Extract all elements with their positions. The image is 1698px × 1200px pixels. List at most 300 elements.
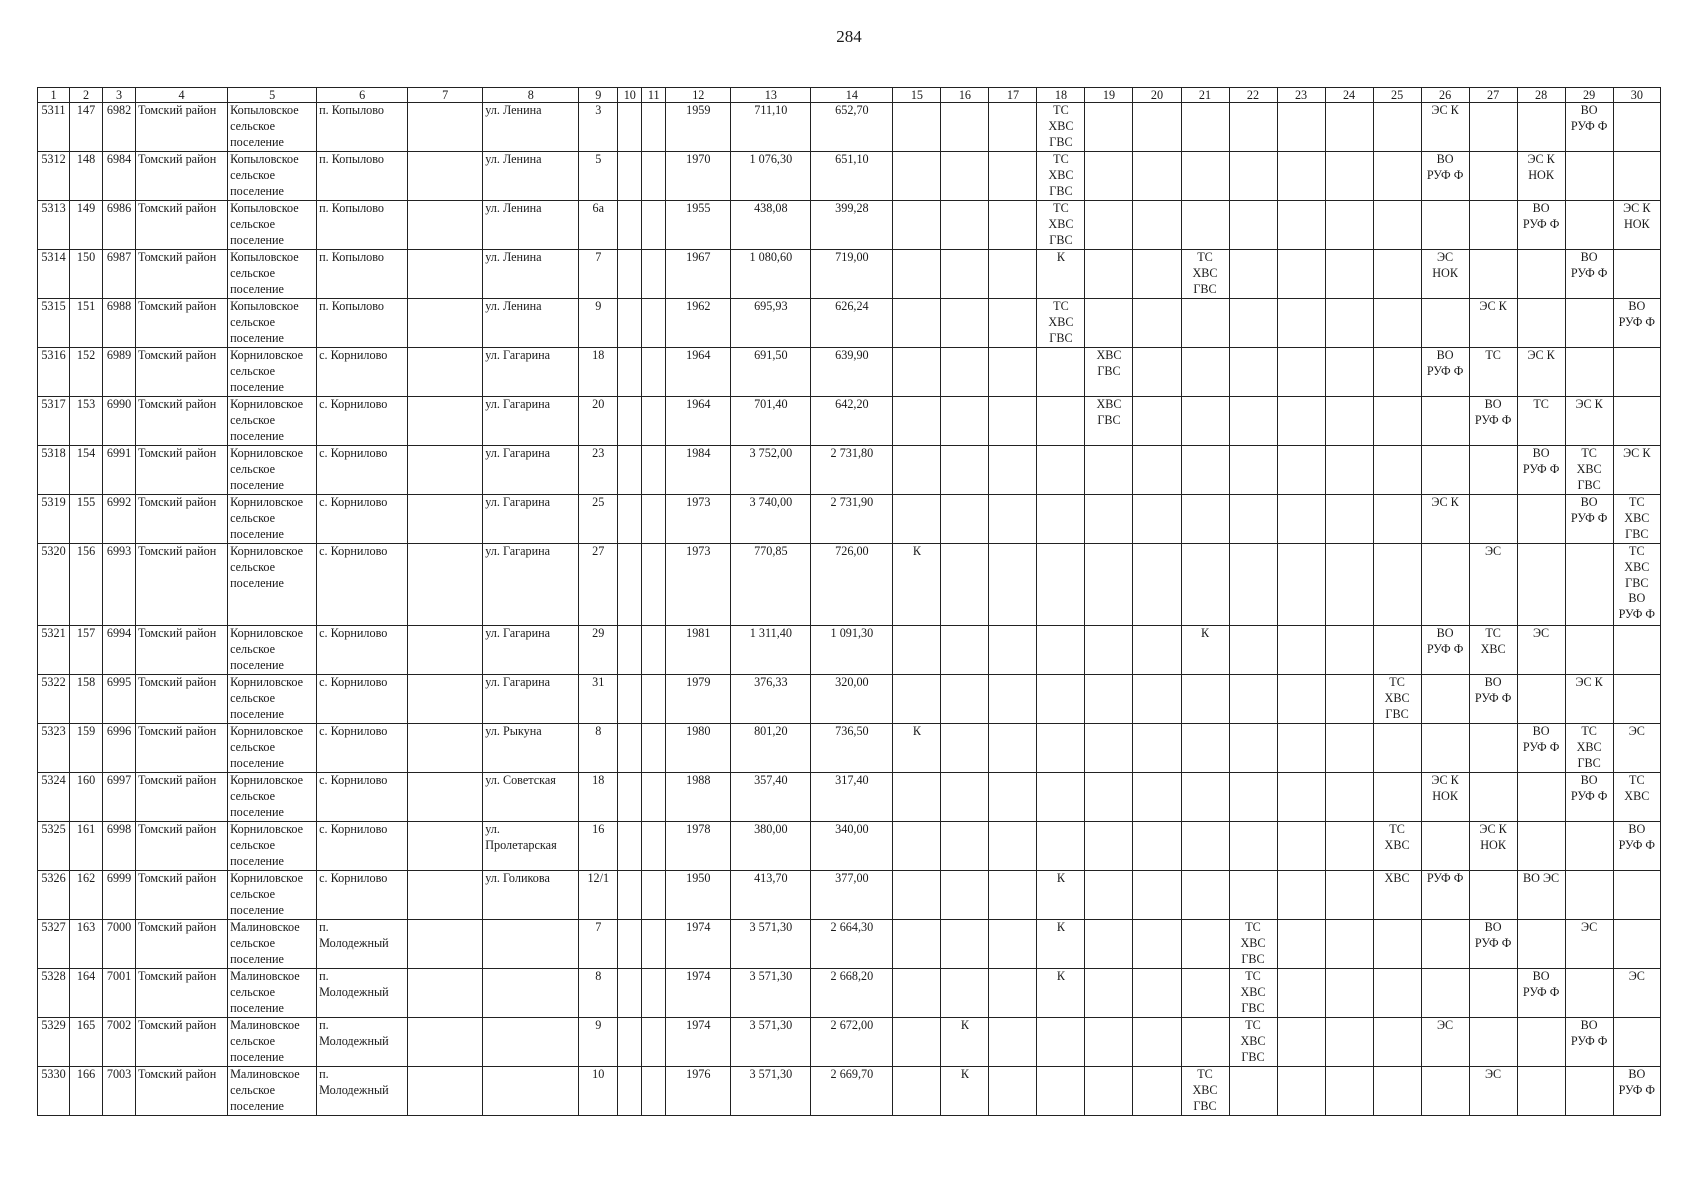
table-cell — [1277, 822, 1325, 871]
table-cell — [408, 1067, 483, 1116]
table-cell — [1229, 773, 1277, 822]
table-cell: 7 — [579, 920, 618, 969]
table-cell: ВО РУФ Ф — [1469, 675, 1517, 724]
table-cell: 31 — [579, 675, 618, 724]
table-cell — [1277, 446, 1325, 495]
table-cell: п. Копылово — [317, 201, 408, 250]
table-cell — [1085, 969, 1133, 1018]
table-cell: ТС ХВС ГВС — [1037, 152, 1085, 201]
table-cell — [642, 152, 666, 201]
column-header: 22 — [1229, 88, 1277, 103]
table-cell: К — [893, 724, 941, 773]
table-cell: ВО РУФ Ф — [1613, 1067, 1660, 1116]
table-cell — [893, 969, 941, 1018]
column-header: 13 — [731, 88, 811, 103]
table-cell: 1970 — [666, 152, 731, 201]
table-cell — [1133, 724, 1181, 773]
table-cell — [893, 773, 941, 822]
table-cell — [1613, 152, 1660, 201]
table-cell — [618, 920, 642, 969]
table-cell — [1277, 495, 1325, 544]
table-cell: 1976 — [666, 1067, 731, 1116]
table-cell: ЭС К — [1565, 397, 1613, 446]
table-cell: 5318 — [38, 446, 70, 495]
column-header: 3 — [103, 88, 136, 103]
table-cell: Томский район — [136, 201, 228, 250]
table-cell — [1421, 397, 1469, 446]
table-cell — [618, 250, 642, 299]
table-cell — [1517, 1018, 1565, 1067]
table-cell — [1181, 675, 1229, 724]
table-cell — [1517, 1067, 1565, 1116]
table-cell: с. Корнилово — [317, 397, 408, 446]
table-cell — [1517, 544, 1565, 626]
table-cell: К — [941, 1067, 989, 1116]
table-cell: Томский район — [136, 299, 228, 348]
table-cell — [1565, 871, 1613, 920]
table-cell: 801,20 — [731, 724, 811, 773]
table-cell — [1133, 201, 1181, 250]
table-cell: 20 — [579, 397, 618, 446]
table-cell — [1613, 626, 1660, 675]
table-cell — [1277, 1018, 1325, 1067]
table-cell — [408, 724, 483, 773]
table-cell — [1037, 348, 1085, 397]
table-cell — [642, 626, 666, 675]
table-cell — [1325, 871, 1373, 920]
table-cell: 6982 — [103, 103, 136, 152]
table-cell: Томский район — [136, 773, 228, 822]
table-cell: 154 — [70, 446, 103, 495]
table-cell — [1421, 544, 1469, 626]
table-cell — [893, 348, 941, 397]
table-cell — [618, 1018, 642, 1067]
table-cell: 1979 — [666, 675, 731, 724]
table-cell: 711,10 — [731, 103, 811, 152]
table-cell — [893, 822, 941, 871]
table-cell — [1565, 969, 1613, 1018]
table-cell: ЭС К — [1421, 495, 1469, 544]
table-cell: Томский район — [136, 152, 228, 201]
table-cell — [1229, 822, 1277, 871]
table-cell — [408, 871, 483, 920]
table-cell: 317,40 — [811, 773, 893, 822]
table-cell: ЭС — [1565, 920, 1613, 969]
table-cell — [618, 969, 642, 1018]
table-cell — [642, 969, 666, 1018]
column-header: 24 — [1325, 88, 1373, 103]
table-cell: 9 — [579, 299, 618, 348]
table-cell: 1973 — [666, 544, 731, 626]
table-cell: Корниловское сельское поселение — [228, 675, 317, 724]
table-cell — [408, 773, 483, 822]
table-cell — [1181, 152, 1229, 201]
table-cell — [1421, 822, 1469, 871]
table-cell — [1133, 397, 1181, 446]
table-cell — [1421, 201, 1469, 250]
table-cell — [1181, 773, 1229, 822]
table-cell — [1085, 871, 1133, 920]
table-cell — [1613, 250, 1660, 299]
table-cell — [1325, 773, 1373, 822]
table-cell — [642, 822, 666, 871]
table-cell — [1133, 822, 1181, 871]
table-cell: 1984 — [666, 446, 731, 495]
table-cell: ВО РУФ Ф — [1421, 626, 1469, 675]
table-cell — [893, 299, 941, 348]
table-cell: ул. Гагарина — [483, 348, 579, 397]
table-cell: ВО РУФ Ф — [1565, 103, 1613, 152]
table-cell: 357,40 — [731, 773, 811, 822]
table-cell: п. Копылово — [317, 103, 408, 152]
table-cell — [642, 446, 666, 495]
table-cell: 161 — [70, 822, 103, 871]
table-cell: Томский район — [136, 969, 228, 1018]
table-row — [38, 201, 1661, 250]
table-cell: ТС ХВС ГВС — [1565, 446, 1613, 495]
table-cell: 5328 — [38, 969, 70, 1018]
table-cell: ВО РУФ Ф — [1565, 1018, 1613, 1067]
table-cell — [1373, 773, 1421, 822]
table-cell: ВО РУФ Ф — [1565, 250, 1613, 299]
table-row — [38, 822, 1661, 871]
table-cell: ул. Ленина — [483, 201, 579, 250]
table-cell: Корниловское сельское поселение — [228, 626, 317, 675]
table-cell: 165 — [70, 1018, 103, 1067]
table-cell: 27 — [579, 544, 618, 626]
table-cell: К — [1037, 871, 1085, 920]
table-cell — [1421, 1067, 1469, 1116]
table-cell: ул. Советская — [483, 773, 579, 822]
table-cell: 5321 — [38, 626, 70, 675]
table-cell: 1978 — [666, 822, 731, 871]
table-cell: ТС ХВС ГВС — [1565, 724, 1613, 773]
table-cell — [1181, 544, 1229, 626]
table-cell — [1181, 822, 1229, 871]
table-cell — [1421, 299, 1469, 348]
table-cell: 5324 — [38, 773, 70, 822]
table-cell: 3 571,30 — [731, 920, 811, 969]
table-cell — [941, 724, 989, 773]
table-cell — [1181, 103, 1229, 152]
table-cell — [642, 544, 666, 626]
table-cell — [1565, 348, 1613, 397]
table-cell — [1469, 446, 1517, 495]
table-cell — [989, 250, 1037, 299]
table-cell — [1133, 871, 1181, 920]
table-cell: 5325 — [38, 822, 70, 871]
table-cell — [642, 299, 666, 348]
table-cell — [893, 871, 941, 920]
table-cell: 701,40 — [731, 397, 811, 446]
table-cell: 5311 — [38, 103, 70, 152]
table-cell: Томский район — [136, 1018, 228, 1067]
table-cell — [1133, 348, 1181, 397]
table-cell: п. Молодежный — [317, 969, 408, 1018]
table-cell: 2 669,70 — [811, 1067, 893, 1116]
table-cell: Томский район — [136, 871, 228, 920]
table-cell — [618, 103, 642, 152]
table-cell: ТС ХВС ГВС — [1229, 969, 1277, 1018]
table-cell: 5329 — [38, 1018, 70, 1067]
table-cell — [1325, 299, 1373, 348]
table-cell: 7000 — [103, 920, 136, 969]
table-cell — [941, 495, 989, 544]
table-cell — [1085, 822, 1133, 871]
table-cell — [408, 1018, 483, 1067]
table-cell — [893, 1018, 941, 1067]
table-cell — [642, 871, 666, 920]
table-cell: ВО РУФ Ф — [1469, 920, 1517, 969]
table-cell — [1373, 446, 1421, 495]
table-cell: 5330 — [38, 1067, 70, 1116]
table-cell: К — [893, 544, 941, 626]
table-cell: Томский район — [136, 724, 228, 773]
table-row — [38, 397, 1661, 446]
table-cell — [1325, 969, 1373, 1018]
table-cell: 380,00 — [731, 822, 811, 871]
table-cell — [1469, 103, 1517, 152]
table-cell — [941, 397, 989, 446]
table-cell — [618, 822, 642, 871]
table-cell — [1613, 348, 1660, 397]
table-cell — [1133, 773, 1181, 822]
table-cell — [989, 495, 1037, 544]
table-cell — [1133, 675, 1181, 724]
table-cell — [1373, 969, 1421, 1018]
column-header: 4 — [136, 88, 228, 103]
table-cell: 736,50 — [811, 724, 893, 773]
table-cell: Корниловское сельское поселение — [228, 348, 317, 397]
column-header: 7 — [408, 88, 483, 103]
table-cell: Копыловское сельское поселение — [228, 103, 317, 152]
table-cell: Копыловское сельское поселение — [228, 152, 317, 201]
table-row — [38, 152, 1661, 201]
table-cell: 5322 — [38, 675, 70, 724]
table-cell — [1373, 299, 1421, 348]
page-number: 284 — [836, 27, 862, 46]
table-cell: 156 — [70, 544, 103, 626]
table-cell: 652,70 — [811, 103, 893, 152]
table-cell — [642, 1018, 666, 1067]
table-cell — [1325, 397, 1373, 446]
table-cell — [893, 103, 941, 152]
table-cell: 438,08 — [731, 201, 811, 250]
table-cell — [1085, 299, 1133, 348]
table-cell: 8 — [579, 969, 618, 1018]
table-row — [38, 299, 1661, 348]
table-cell — [642, 348, 666, 397]
table-cell: ТС ХВС ГВС — [1229, 920, 1277, 969]
table-cell: ЭС К — [1517, 348, 1565, 397]
table-cell — [1565, 299, 1613, 348]
table-cell: 29 — [579, 626, 618, 675]
table-cell — [618, 626, 642, 675]
table-cell — [893, 675, 941, 724]
table-cell: 399,28 — [811, 201, 893, 250]
table-cell — [1037, 675, 1085, 724]
table-cell: 160 — [70, 773, 103, 822]
table-cell — [1565, 822, 1613, 871]
table-cell: 149 — [70, 201, 103, 250]
table-cell — [893, 201, 941, 250]
table-cell: 2 664,30 — [811, 920, 893, 969]
table-cell: 6995 — [103, 675, 136, 724]
table-cell: 691,50 — [731, 348, 811, 397]
table-cell: ЭС К — [1469, 299, 1517, 348]
table-cell — [1373, 152, 1421, 201]
table-cell — [1325, 920, 1373, 969]
table-cell — [1133, 152, 1181, 201]
table-cell: ул. Гагарина — [483, 446, 579, 495]
table-cell — [618, 152, 642, 201]
table-cell: 6986 — [103, 201, 136, 250]
table-cell: ЭС — [1613, 969, 1660, 1018]
table-cell: ВО РУФ Ф — [1517, 724, 1565, 773]
table-cell — [989, 299, 1037, 348]
table-cell: 7 — [579, 250, 618, 299]
table-cell — [642, 397, 666, 446]
table-cell: ТС ХВС ГВС — [1229, 1018, 1277, 1067]
table-cell: Томский район — [136, 1067, 228, 1116]
table-cell: Томский район — [136, 397, 228, 446]
table-cell — [1277, 675, 1325, 724]
table-cell — [989, 348, 1037, 397]
table-cell: ВО РУФ Ф — [1517, 201, 1565, 250]
table-cell — [1325, 348, 1373, 397]
table-cell — [1181, 871, 1229, 920]
table-cell: 1 091,30 — [811, 626, 893, 675]
table-cell: ТС — [1469, 348, 1517, 397]
table-cell — [941, 250, 989, 299]
table-cell — [1181, 446, 1229, 495]
table-cell — [989, 446, 1037, 495]
table-cell — [1229, 299, 1277, 348]
table-cell: 1974 — [666, 1018, 731, 1067]
table-cell: 9 — [579, 1018, 618, 1067]
table-cell — [1037, 446, 1085, 495]
column-header: 12 — [666, 88, 731, 103]
table-cell — [1085, 773, 1133, 822]
table-cell: п. Молодежный — [317, 1067, 408, 1116]
table-cell: РУФ Ф — [1421, 871, 1469, 920]
table-cell: ЭС К — [1421, 103, 1469, 152]
table-cell: Корниловское сельское поселение — [228, 544, 317, 626]
table-cell — [1613, 920, 1660, 969]
table-cell: 413,70 — [731, 871, 811, 920]
table-cell — [1181, 495, 1229, 544]
table-cell — [408, 822, 483, 871]
column-header: 6 — [317, 88, 408, 103]
column-header: 14 — [811, 88, 893, 103]
table-cell: 152 — [70, 348, 103, 397]
table-cell — [642, 201, 666, 250]
table-cell: с. Корнилово — [317, 871, 408, 920]
table-cell: Корниловское сельское поселение — [228, 822, 317, 871]
table-cell — [941, 544, 989, 626]
table-cell — [1085, 675, 1133, 724]
table-cell — [1325, 1067, 1373, 1116]
table-cell: ул. Ленина — [483, 299, 579, 348]
table-cell — [941, 299, 989, 348]
table-cell — [989, 1018, 1037, 1067]
table-cell — [941, 446, 989, 495]
table-cell: 1950 — [666, 871, 731, 920]
table-cell — [1085, 495, 1133, 544]
column-header: 30 — [1613, 88, 1660, 103]
table-cell — [1565, 626, 1613, 675]
table-cell: Малиновское сельское поселение — [228, 920, 317, 969]
table-cell: 6998 — [103, 822, 136, 871]
table-cell: ТС ХВС ГВС — [1181, 250, 1229, 299]
table-cell — [1277, 969, 1325, 1018]
table-cell: ул. Голикова — [483, 871, 579, 920]
table-cell — [642, 1067, 666, 1116]
table-cell — [893, 397, 941, 446]
table-cell: 166 — [70, 1067, 103, 1116]
table-cell — [618, 397, 642, 446]
table-row — [38, 250, 1661, 299]
table-cell: 3 — [579, 103, 618, 152]
table-cell: ВО РУФ Ф — [1421, 348, 1469, 397]
table-cell — [1229, 201, 1277, 250]
table-row — [38, 920, 1661, 969]
table-cell: 6994 — [103, 626, 136, 675]
table-cell: 158 — [70, 675, 103, 724]
table-cell — [1133, 495, 1181, 544]
table-cell — [1277, 773, 1325, 822]
table-row — [38, 871, 1661, 920]
table-cell: Томский район — [136, 920, 228, 969]
table-cell — [1037, 724, 1085, 773]
table-cell: 3 571,30 — [731, 1018, 811, 1067]
table-cell — [1277, 152, 1325, 201]
table-cell: 153 — [70, 397, 103, 446]
table-cell: ул. Гагарина — [483, 544, 579, 626]
table-cell — [1517, 250, 1565, 299]
table-cell — [1133, 1018, 1181, 1067]
table-cell — [1277, 724, 1325, 773]
table-cell: ТС ХВС ГВС ВО РУФ Ф — [1613, 544, 1660, 626]
table-cell — [1517, 675, 1565, 724]
table-cell: 6997 — [103, 773, 136, 822]
table-cell: 6987 — [103, 250, 136, 299]
table-cell: 6999 — [103, 871, 136, 920]
column-header: 25 — [1373, 88, 1421, 103]
table-cell — [1325, 250, 1373, 299]
column-header: 9 — [579, 88, 618, 103]
table-cell — [1085, 250, 1133, 299]
column-header: 26 — [1421, 88, 1469, 103]
table-cell — [1517, 495, 1565, 544]
table-cell — [1085, 544, 1133, 626]
table-cell: 6991 — [103, 446, 136, 495]
table-cell: ул. Гагарина — [483, 397, 579, 446]
table-cell: Малиновское сельское поселение — [228, 1018, 317, 1067]
table-cell — [1517, 299, 1565, 348]
table-cell: Томский район — [136, 495, 228, 544]
table-cell — [1325, 724, 1373, 773]
table-cell — [1085, 920, 1133, 969]
table-row — [38, 1018, 1661, 1067]
table-cell — [1181, 397, 1229, 446]
table-row — [38, 544, 1661, 626]
table-cell: п. Копылово — [317, 152, 408, 201]
column-header: 20 — [1133, 88, 1181, 103]
table-cell: К — [1037, 920, 1085, 969]
table-cell: Томский район — [136, 103, 228, 152]
table-cell — [1181, 299, 1229, 348]
